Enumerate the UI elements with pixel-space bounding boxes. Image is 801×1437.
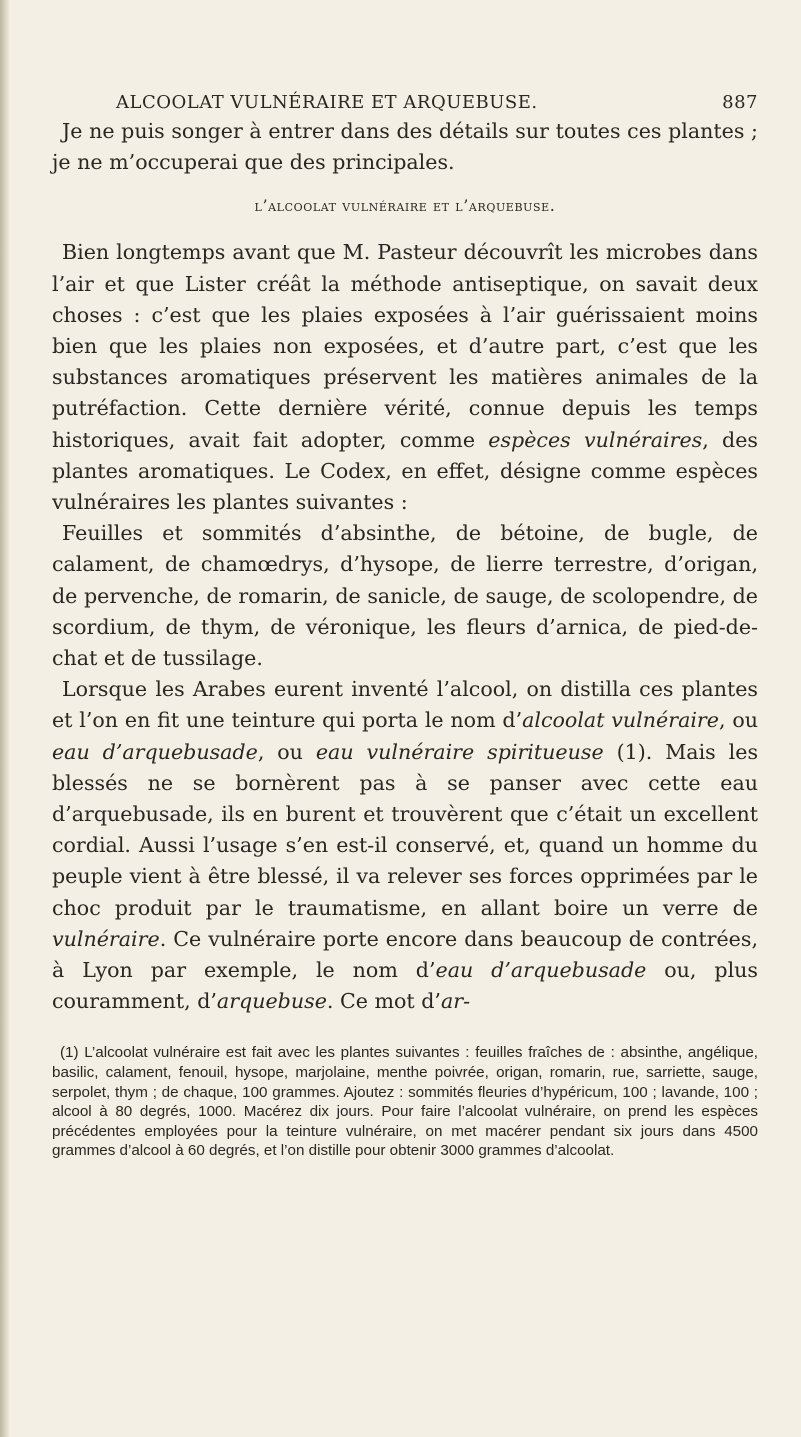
paragraph-3-emphasis-4: vulnéraire — [52, 926, 160, 951]
intro-paragraph: Je ne puis songer à entrer dans des détails sur toutes ces plantes ; je ne m’occuperai que des principales. — [52, 119, 758, 175]
paragraph-3-emphasis-1: alcoolat vulnéraire — [522, 708, 719, 733]
running-head-title: ALCOOLAT VULNÉRAIRE ET ARQUEBUSE. — [116, 92, 538, 113]
paragraph-3-emphasis-7: ar- — [440, 989, 471, 1014]
paragraph-1 — [52, 237, 758, 518]
paragraph-1-text-b: , des plantes aromatiques. Le Codex, en effet, désigne comme espèces vulnéraires les plantes suivantes : — [52, 427, 758, 515]
paragraph-1-text-a: Bien longtemps avant que M. Pasteur découvrît les microbes dans l’air et que Lister créât la méthode antiseptique, on savait deux choses : c’est que les plaies exposées à l’air guérissaient moins bien que les plaies non exposées, et d’autre part, c’est que les substances aromatiques préservent les matières animales de la putréfaction. Cette dernière vérité, connue depuis les temps historiques, avait fait adopter, comme — [52, 240, 758, 452]
book-page — [52, 86, 758, 1161]
page-edge-shadow — [0, 0, 10, 1437]
section-title: l’alcoolat vulnéraire et l’arquebuse. — [254, 196, 556, 216]
footnote-1: (1) L’alcoolat vulnéraire est fait avec les plantes suivantes : feuilles fraîches de : absinthe, angélique, basilic, calament, fenouil, hysope, marjolaine, menthe poivrée, origan, romarin, rue, sarriette, sauge, serpolet, thym ; de chaque, 100 grammes. Ajoutez : sommités fleuries d’hypéricum, 100 ; lavande, 100 ; alcool à 80 degrés, 1000. Macérez dix jours. Pour faire l’alcoolat vulnéraire, on prend les espèces précédentes employées pour la teinture vulnéraire, on met macérer pendant six jours dans 4500 grammes d’alcool à 60 degrés, et l’on distille pour obtenir 3000 grammes d’alcoolat. — [52, 1044, 758, 1160]
paragraph-3-emphasis-3: eau vulnéraire spiritueuse — [315, 739, 604, 764]
paragraph-3-text-e: . Ce vulnéraire porte encore dans beaucoup de contrées, à Lyon par exemple, le nom d’ — [52, 926, 758, 983]
paragraph-3-text-a: Lorsque les Arabes eurent inventé l’alcool, on distilla ces plantes et l’on en fit une teinture qui porta le nom d’ — [52, 677, 758, 733]
paragraph-2: Feuilles et sommités d’absinthe, de bétoine, de bugle, de calament, de chamœdrys, d’hysope, de lierre terrestre, d’origan, de pervenche, de romarin, de sanicle, de sauge, de scolopendre, de scordium, de thym, de véronique, les fleurs d’arnica, de pied-de-chat et de tussilage. — [52, 521, 758, 671]
paragraph-3-text-c: , ou — [257, 739, 316, 764]
paragraph-3-text-g: . Ce mot d’ — [326, 989, 441, 1014]
paragraph-3-emphasis-6: arquebuse — [216, 989, 327, 1014]
paragraph-3 — [52, 674, 758, 1017]
footnotes — [52, 1043, 758, 1161]
paragraph-3-text-d: (1). Mais les blessés ne se bornèrent pas à se panser avec cette eau d’arquebusade, ils en burent et trouvèrent que c’était un excellent cordial. Aussi l’usage s’en est-il conservé, et, quand un homme du peuple vient à être blessé, il va relever ses forces opprimées par le choc produit par le traumatisme, en allant boire un verre de — [52, 739, 759, 920]
paragraph-3-emphasis-5: eau d’arquebusade — [435, 958, 647, 983]
paragraph-3-text-b: , ou — [718, 708, 758, 733]
paragraph-3-emphasis-2: eau d’arquebusade — [52, 739, 258, 764]
running-head — [52, 86, 758, 116]
paragraph-3-text-f: ou, plus couramment, d’ — [52, 958, 759, 1014]
paragraph-1-emphasis: espèces vulnéraires — [488, 427, 703, 452]
page-number: 887 — [722, 92, 758, 113]
